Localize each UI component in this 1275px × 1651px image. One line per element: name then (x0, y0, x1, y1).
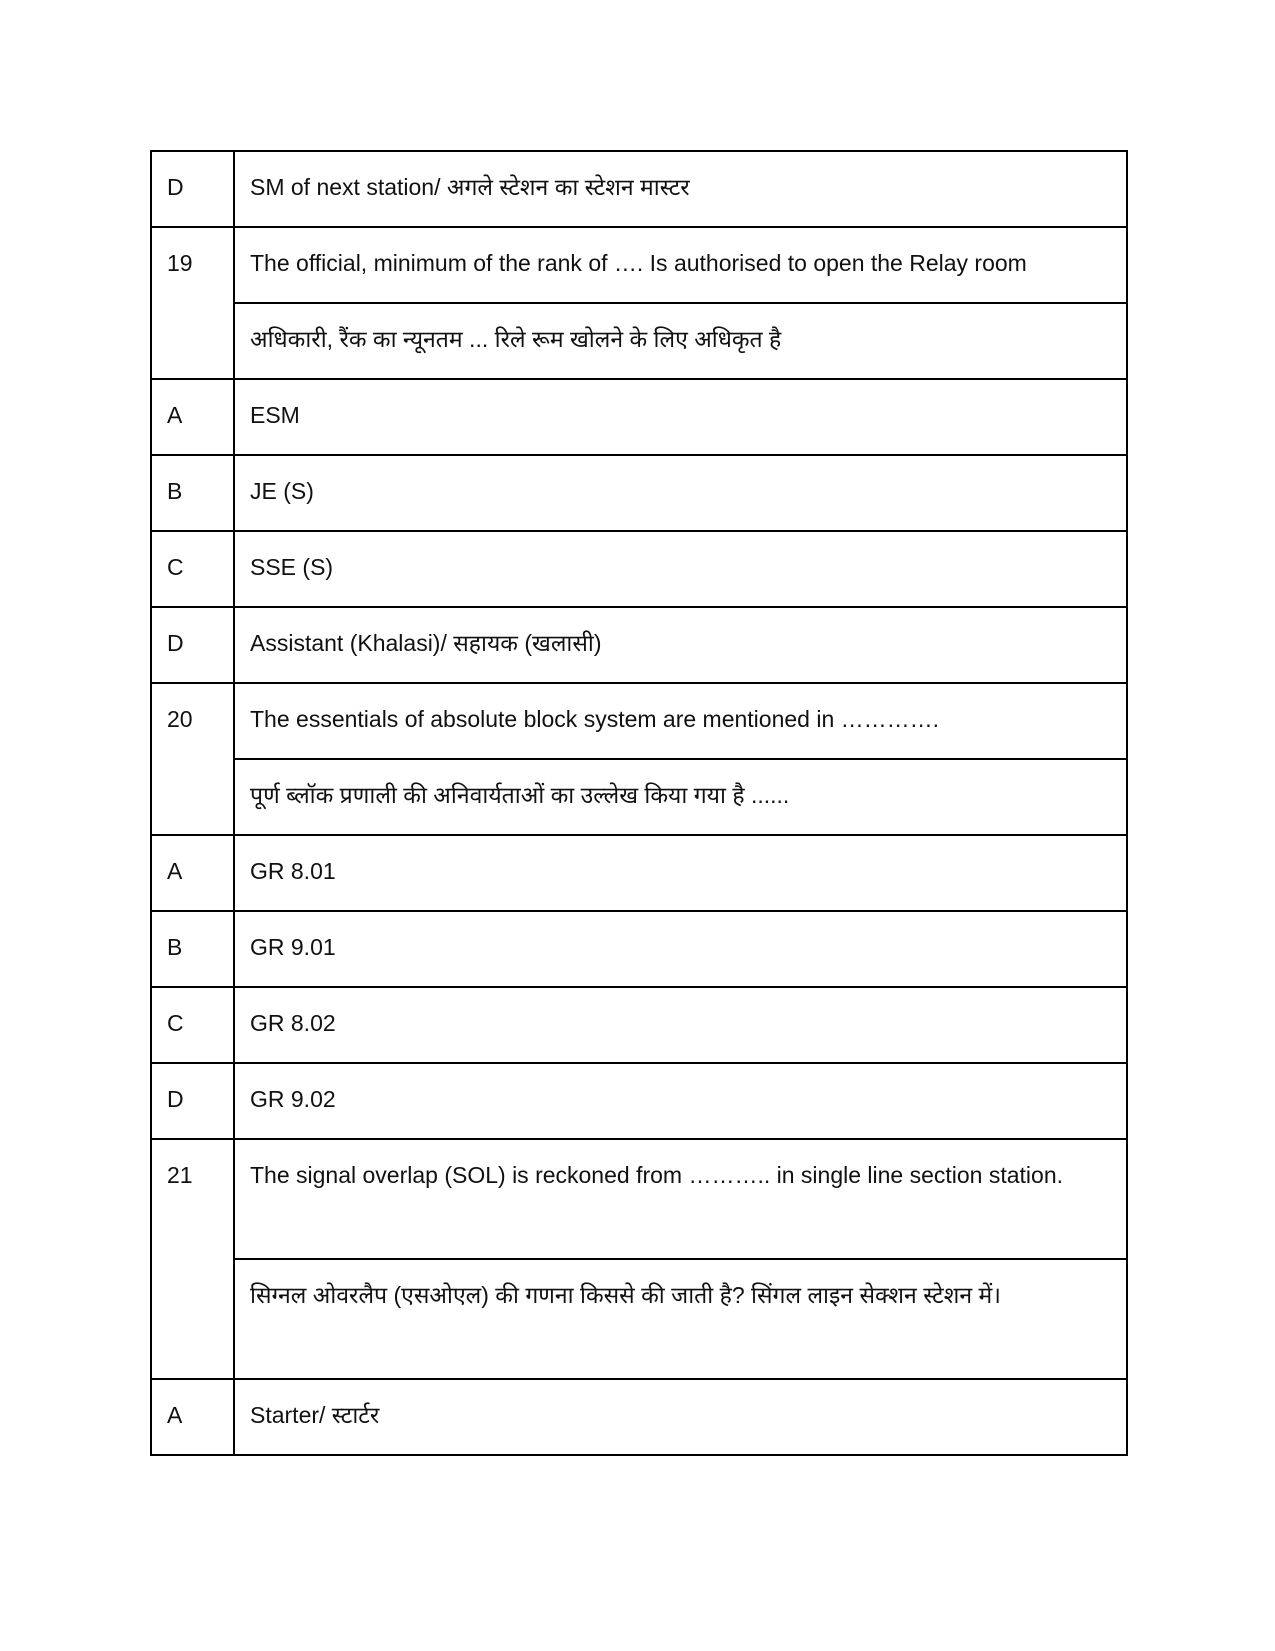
option-label: A (151, 379, 234, 455)
option-text: SSE (S) (234, 531, 1127, 607)
option-row (151, 151, 1127, 227)
question-row (151, 227, 1127, 303)
option-text: GR 9.01 (234, 911, 1127, 987)
question-text-en: The official, minimum of the rank of …. Is authorised to open the Relay room (234, 227, 1127, 303)
question-row (151, 683, 1127, 759)
option-row (151, 531, 1127, 607)
option-row (151, 835, 1127, 911)
option-row (151, 1063, 1127, 1139)
option-text: ESM (234, 379, 1127, 455)
option-label: B (151, 455, 234, 531)
question-row-hindi (151, 303, 1127, 379)
option-label: A (151, 835, 234, 911)
option-row (151, 455, 1127, 531)
option-label: D (151, 607, 234, 683)
question-text-hi: पूर्ण ब्लॉक प्रणाली की अनिवार्यताओं का उल्लेख किया गया है ...... (234, 759, 1127, 835)
question-text-hi: सिग्नल ओवरलैप (एसओएल) की गणना किससे की जाती है? सिंगल लाइन सेक्शन स्टेशन में। (234, 1259, 1127, 1379)
option-row (151, 987, 1127, 1063)
option-label: D (151, 1063, 234, 1139)
question-number: 19 (151, 227, 234, 379)
question-row (151, 1139, 1127, 1259)
option-text: JE (S) (234, 455, 1127, 531)
option-label: A (151, 1379, 234, 1455)
option-row (151, 911, 1127, 987)
question-number: 20 (151, 683, 234, 835)
question-table (150, 150, 1128, 1456)
option-text: GR 8.01 (234, 835, 1127, 911)
option-row (151, 379, 1127, 455)
option-label: C (151, 531, 234, 607)
option-label: B (151, 911, 234, 987)
option-label: D (151, 151, 234, 227)
question-text-en: The signal overlap (SOL) is reckoned from ……….. in single line section station. (234, 1139, 1127, 1259)
question-row-hindi (151, 1259, 1127, 1379)
option-row (151, 1379, 1127, 1455)
option-text: GR 8.02 (234, 987, 1127, 1063)
question-row-hindi (151, 759, 1127, 835)
option-label: C (151, 987, 234, 1063)
question-text-hi: अधिकारी, रैंक का न्यूनतम ... रिले रूम खोलने के लिए अधिकृत है (234, 303, 1127, 379)
question-number: 21 (151, 1139, 234, 1379)
option-text: Starter/ स्टार्टर (234, 1379, 1127, 1455)
option-text: GR 9.02 (234, 1063, 1127, 1139)
question-text-en: The essentials of absolute block system are mentioned in …………. (234, 683, 1127, 759)
option-text: Assistant (Khalasi)/ सहायक (खलासी) (234, 607, 1127, 683)
option-row (151, 607, 1127, 683)
option-text: SM of next station/ अगले स्टेशन का स्टेशन मास्टर (234, 151, 1127, 227)
